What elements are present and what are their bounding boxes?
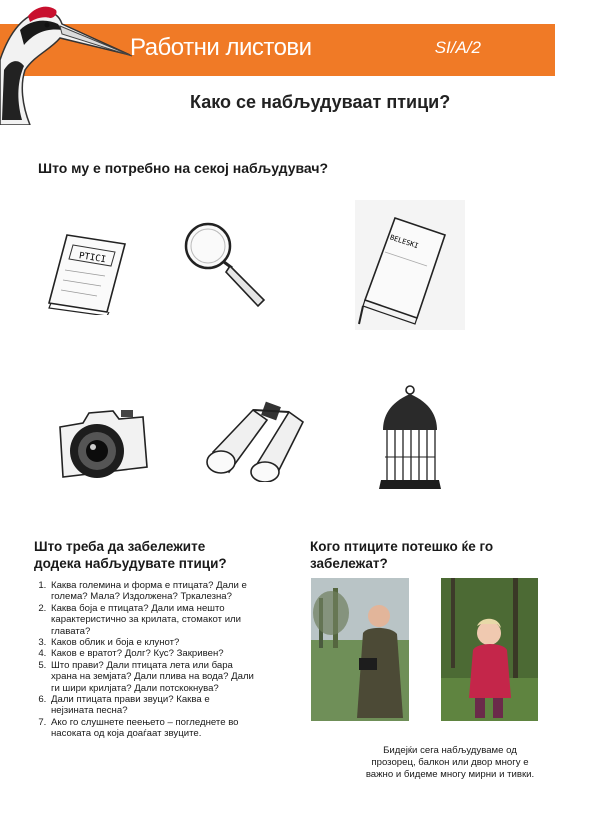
list-item: 4. Каков е вратот? Долг? Кус? Закривен? — [49, 648, 254, 659]
list-item: 3. Каков облик и боја е клунот? — [49, 637, 254, 648]
svg-text:BELESKI: BELESKI — [388, 233, 420, 251]
notes-heading: Што треба да забележите додека набљудувате птици? — [34, 539, 227, 571]
page-title: Како се набљудуваат птици? — [190, 92, 451, 112]
svg-text:PTICI: PTICI — [78, 251, 107, 266]
child-observer-photo — [441, 578, 538, 721]
camera-icon — [55, 405, 150, 490]
noticed-heading: Кого птиците потешко ќе го забележат? — [310, 539, 494, 571]
crane-logo-icon — [0, 0, 135, 125]
quiet-observation-caption: Бидејќи сега набљудуваме од прозорец, балкон или двор многу е важно и бидеме многу мирни и тивки. — [365, 745, 535, 780]
list-item: 5. Што прави? Дали птицата лета или бара храна на земјата? Дали плива на вода? Дали ги шири крилјата? Дали потскокнува? — [49, 660, 254, 694]
worksheet-title: Работни листови — [130, 34, 312, 61]
field-guide-book-icon — [45, 230, 130, 315]
list-item: 7. Ако го слушнете пеењето – погледнете во насоката од која доаѓаат звуците. — [49, 717, 254, 740]
worksheet-code: SI/A/2 — [434, 38, 481, 57]
magnifying-glass-icon — [180, 218, 272, 310]
observation-questions-list — [35, 580, 254, 740]
adult-observer-photo — [311, 578, 409, 721]
list-item: 6. Дали птицата прави звуци? Каква е нејзината песна? — [49, 694, 254, 717]
birdcage-icon — [375, 385, 445, 495]
list-item: 1. Каква големина и форма е птицата? Дали е голема? Мала? Издолжена? Тркалезна? — [49, 580, 254, 603]
list-item: 2. Каква боја е птицата? Дали има нешто карактеристично за крилата, стомакот или главата? — [49, 603, 254, 637]
notebook-icon — [355, 200, 465, 330]
equipment-heading: Што му е потребно на секој набљудувач? — [38, 160, 329, 176]
binoculars-icon — [205, 392, 310, 482]
